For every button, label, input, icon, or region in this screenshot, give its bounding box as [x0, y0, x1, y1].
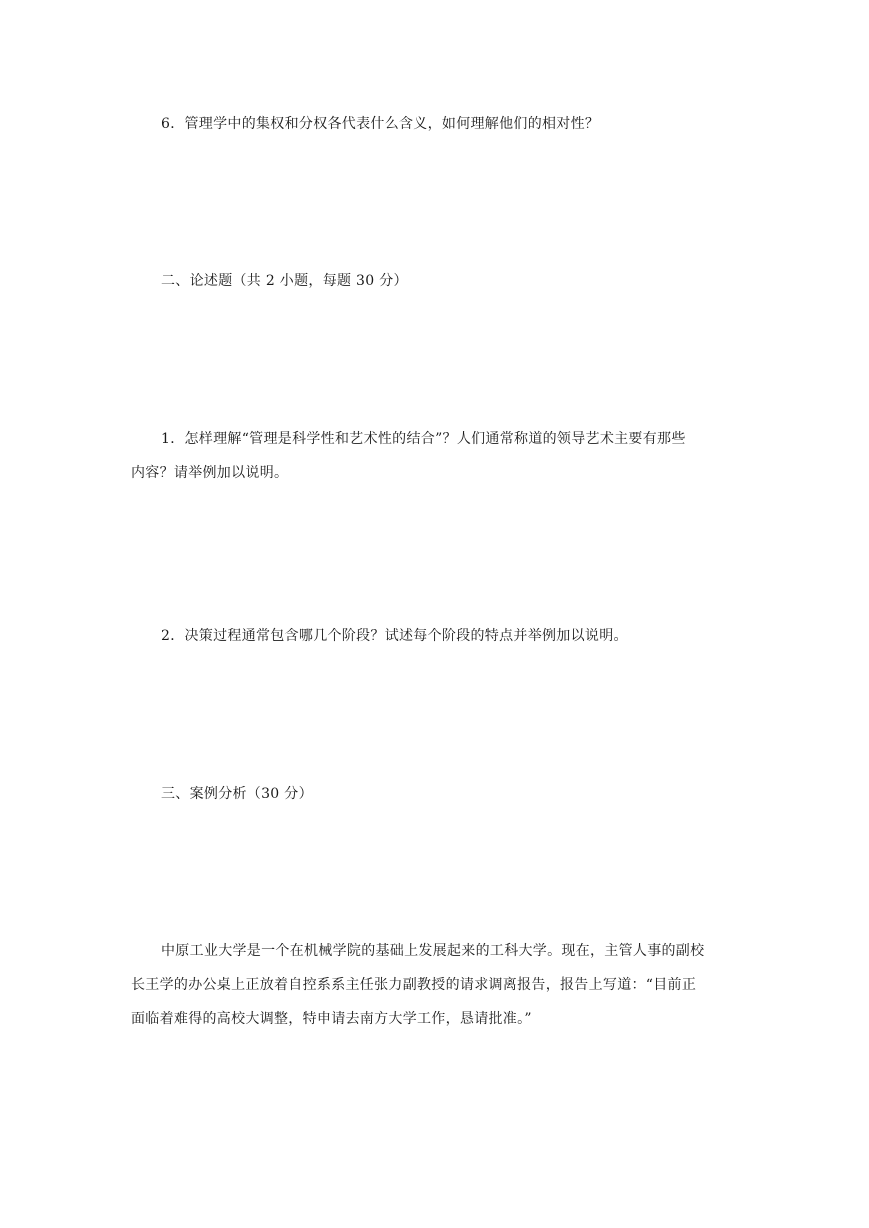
case-paragraph — [131, 934, 743, 1036]
question-6-text: 6．管理学中的集权和分权各代表什么含义，如何理解他们的相对性？ — [161, 116, 600, 132]
essay-question-2 — [131, 619, 743, 653]
case-paragraph-line-1: 中原工业大学是一个在机械学院的基础上发展起来的工科大学。现在，主管人事的副校 — [161, 943, 705, 959]
section-heading-case-text: 三、案例分析（30 分） — [161, 786, 313, 802]
case-paragraph-line-2: 长王学的办公桌上正放着自控系系主任张力副教授的请求调离报告，报告上写道：“目前正 — [131, 977, 697, 993]
essay-question-1-line-2: 内容？请举例加以说明。 — [131, 465, 289, 481]
case-paragraph-line-3: 面临着难得的高校大调整，特申请去南方大学工作，恳请批准。” — [131, 1011, 532, 1027]
section-heading-essay — [131, 264, 743, 298]
question-6 — [131, 107, 743, 141]
section-heading-essay-text: 二、论述题（共 2 小题，每题 30 分） — [161, 273, 408, 289]
essay-question-1 — [131, 422, 743, 490]
essay-question-2-text: 2．决策过程通常包含哪几个阶段？试述每个阶段的特点并举例加以说明。 — [161, 628, 628, 644]
essay-question-1-line-1: 1．怎样理解“管理是科学性和艺术性的结合”？人们通常称道的领导艺术主要有那些 — [161, 431, 686, 447]
section-heading-case — [131, 777, 743, 811]
